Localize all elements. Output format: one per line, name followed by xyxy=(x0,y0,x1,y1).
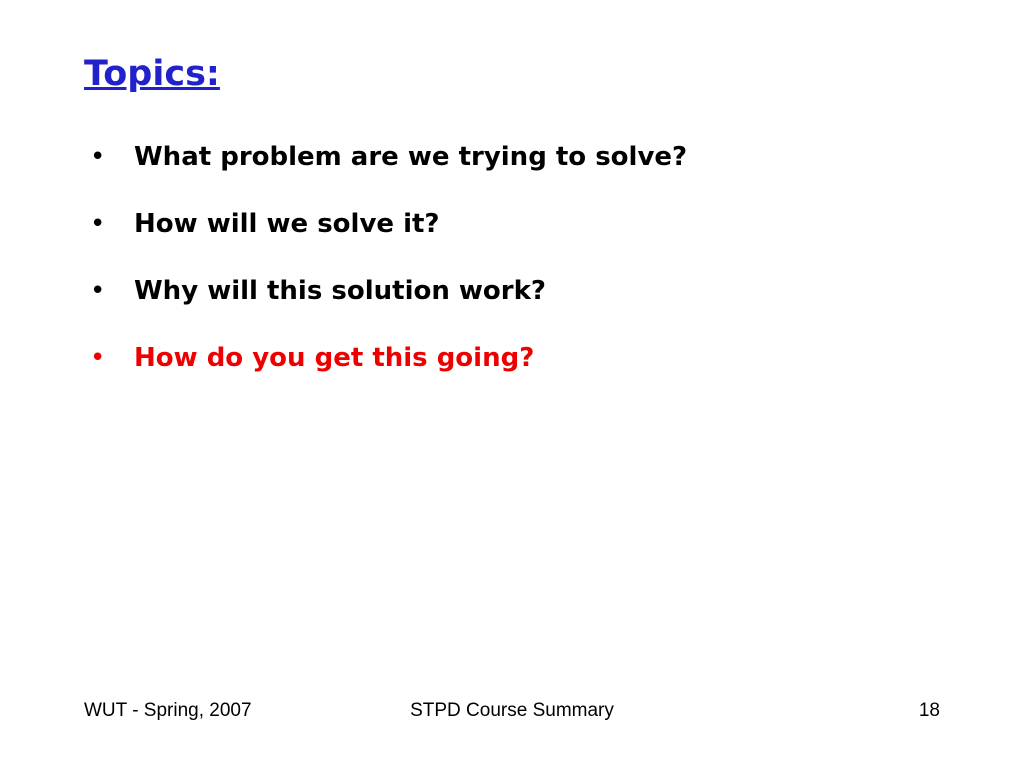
bullet-marker-icon: • xyxy=(90,276,106,307)
footer-page-number: 18 xyxy=(918,700,940,721)
footer-deck-title: STPD Course Summary xyxy=(410,700,614,721)
list-item xyxy=(84,207,944,242)
bullet-marker-icon: • xyxy=(90,343,106,374)
bullet-list xyxy=(84,140,944,408)
list-item xyxy=(84,274,944,309)
footer-course-term: WUT - Spring, 2007 xyxy=(84,700,252,721)
list-item-label: How do you get this going? xyxy=(134,343,535,374)
bullet-marker-icon: • xyxy=(90,142,106,172)
page-title: Topics: xyxy=(84,54,220,94)
list-item xyxy=(84,140,944,175)
list-item-label: How will we solve it? xyxy=(134,209,440,240)
list-item-label: What problem are we trying to solve? xyxy=(134,142,688,172)
slide-footer xyxy=(0,700,1024,740)
list-item-label: Why will this solution work? xyxy=(134,276,546,307)
bullet-marker-icon: • xyxy=(90,209,106,240)
list-item xyxy=(84,341,944,376)
